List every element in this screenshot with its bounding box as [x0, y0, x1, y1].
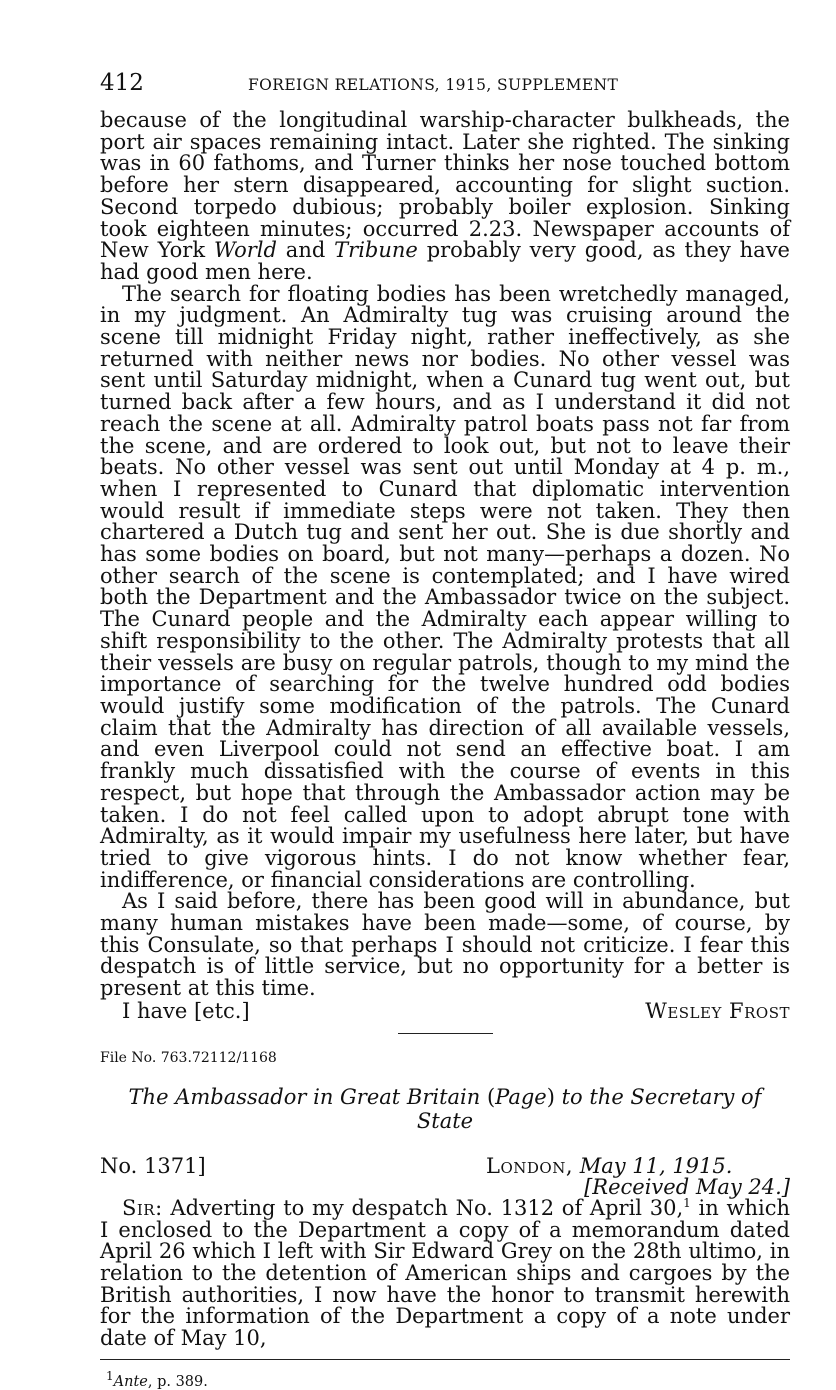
running-title: FOREIGN RELATIONS, 1915, SUPPLEMENT	[248, 76, 619, 94]
document-number: No. 1371]	[100, 1153, 206, 1178]
section-divider	[398, 1033, 493, 1034]
place-date	[486, 1155, 732, 1177]
letter-paragraph: The search for floating bodies has been wretchedly managed, in my judgment. An Admiralty tug was cruising around the scene till midnight Friday night, rather ineffectively, as she returned with neither news nor bodies. No other vessel was sent until Saturday midnight, when a Cunard tug went out, but turned back after a few hours, and as I understand it did not reach the scene at all. Admiralty patrol boats pass not far from the scene, and are ordered to look out, but not to leave their beats. No other vessel was sent out until Monday at 4 p. m., when I represented to Cunard that diplomatic intervention would result if immediate steps were not taken. They then chartered a Dutch tug and sent her out. She is due shortly and has some bodies on board, but not many—perhaps a dozen. No other search of the scene is contemplated; and I have wired both the Department and the Ambassador twice on the subject. The Cunard people and the Admiralty each appear willing to shift responsibility to the other. The Admiralty protests that all their vessels are busy on regular patrols, though to my mind the importance of searching for the twelve hundred odd bodies would justify some modification of the patrols. The Cunard claim that the Admiralty has direction of all available vessels, and even Liverpool could not send an effective boat. I am frankly much dissatisfied with the course of events in this respect, but hope that through the Ambassador action may be taken. I do not feel called upon to adopt abrupt tone with Admiralty, as it would impair my usefulness here later, but have tried to give vigorous hints. I do not know whether fear, indifference, or financial considerations are controlling.	[100, 281, 790, 892]
page-number: 412	[100, 70, 144, 96]
paragraph-text: because of the longitudinal warship-character bulkheads, the port air spaces remaining intact. Later she righted. The sinking was in 60 fathoms, and Turner thinks her nose touched bottom before her stern disappeared, accounting for slight suction. Second torpedo dubious; probably boiler explosion. Sinking took eighteen minutes; occurred 2.23. Newspaper accounts of New York	[100, 108, 790, 263]
footnote: $^1$Ante, p. 389.	[106, 1368, 208, 1390]
document-title: The Ambassador in Great Britain (Page) to the Secretary of State	[128, 1084, 762, 1133]
document-page	[100, 70, 790, 1390]
paragraph-text: probably very good, as they have had good men here.	[100, 238, 790, 284]
page-header	[100, 70, 790, 110]
file-number: File No. 763.72112/1168	[100, 1049, 277, 1066]
newspaper-name: World	[213, 238, 277, 263]
closing-row	[100, 1000, 790, 1022]
paragraph-text: and	[285, 238, 326, 263]
date: May 11, 1915.	[579, 1153, 733, 1178]
newspaper-name: Tribune	[334, 238, 418, 263]
document-number-line	[100, 1155, 790, 1177]
salutation: Sir:	[122, 1195, 163, 1220]
footnote-divider	[100, 1359, 790, 1360]
document-paragraph: Sir: Adverting to my despatch No. 1312 of April 30,$^1$ in which I enclosed to the Department a copy of a memorandum dated April 26 which I left with Sir Edward Grey on the 28th ultimo, in relation to the detention of American ships and cargoes by the British authorities, I now have the honor to transmit herewith for the information of the Department a copy of a note under date of May 10,	[100, 1195, 790, 1351]
footnote-marker: 1	[683, 1195, 691, 1210]
letter-paragraph: As I said before, there has been good will in abundance, but many human mistakes have been made—some, of course, by this Consulate, so that perhaps I should not criticize. I fear this despatch is of little service, but no opportunity for a better is present at this time.	[100, 889, 790, 1001]
signature: Wesley Frost	[645, 998, 790, 1023]
letter-paragraph	[100, 110, 790, 284]
received-date: [Received May 24.]	[584, 1174, 790, 1199]
closing-text: I have [etc.]	[122, 998, 250, 1023]
place: London,	[486, 1153, 573, 1178]
